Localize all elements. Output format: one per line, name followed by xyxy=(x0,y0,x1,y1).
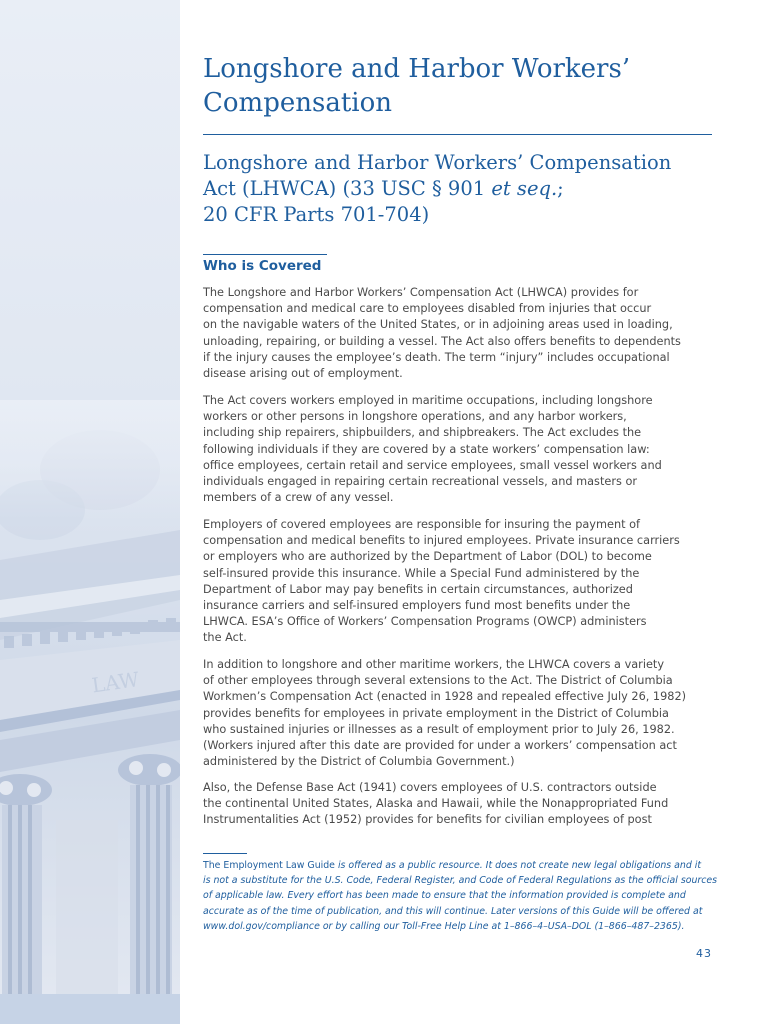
text-line: workers or other persons in longshore operations, and any harbor workers, xyxy=(203,410,627,424)
paragraph-exclusions xyxy=(203,393,713,506)
section-divider xyxy=(203,254,327,255)
act-subtitle xyxy=(203,150,718,228)
text-line: the continental United States, Alaska and Hawaii, while the Nonappropriated Fund xyxy=(203,797,669,811)
text-line: individuals engaged in repairing certain recreational vessels, and masters or xyxy=(203,475,638,489)
footnote-line: www.dol.gov/compliance or by calling our Toll-Free Help Line at 1–866–4–USA–DOL (1–866–487–2365). xyxy=(203,920,685,932)
subtitle-et-seq: et seq. xyxy=(491,177,558,200)
paragraph-extensions xyxy=(203,657,713,770)
page-title-line: Compensation xyxy=(203,88,392,118)
text-line: LHWCA. ESA’s Office of Workers’ Compensation Programs (OWCP) administers xyxy=(203,615,647,629)
subtitle-line-1: Longshore and Harbor Workers’ Compensation xyxy=(203,151,672,174)
subtitle-line-2-prefix: Act (LHWCA) (33 USC § 901 xyxy=(203,177,492,200)
section-heading: Who is Covered xyxy=(203,258,322,274)
footnote xyxy=(203,858,718,934)
text-line: Also, the Defense Base Act (1941) covers employees of U.S. contractors outside xyxy=(203,781,657,794)
text-line: following individuals if they are covered by a state workers’ compensation law: xyxy=(203,442,650,456)
text-line: if the injury causes the employee’s death. The term “injury” includes occupational xyxy=(203,350,670,364)
courthouse-illustration xyxy=(0,0,180,1024)
paragraph-employers xyxy=(203,517,713,647)
paragraph-defense-base xyxy=(203,780,713,829)
text-line: Instrumentalities Act (1952) provides for benefits for civilian employees of post xyxy=(203,813,652,827)
text-line: administered by the District of Columbia Government.) xyxy=(203,755,515,769)
text-line: Employers of covered employees are responsible for insuring the payment of xyxy=(203,518,641,531)
page-title-line: Longshore and Harbor Workers’ xyxy=(203,54,631,84)
footnote-line: of applicable law. Every effort has been made to ensure that the information provided is complete and xyxy=(203,890,686,902)
text-line: Workmen’s Compensation Act (enacted in 1928 and repealed effective July 26, 1982) xyxy=(203,690,687,704)
text-line: disease arising out of employment. xyxy=(203,367,403,381)
text-line: self-insured provide this insurance. While a Special Fund administered by the xyxy=(203,566,640,580)
page-title xyxy=(203,52,713,120)
footnote-line: is not a substitute for the U.S. Code, Federal Register, and Code of Federal Regulations as the official sources xyxy=(203,875,718,887)
page-number: 43 xyxy=(696,947,712,960)
text-line: unloading, repairing, or building a vessel. The Act also offers benefits to dependents xyxy=(203,334,681,348)
text-line: (Workers injured after this date are provided for under a workers’ compensation act xyxy=(203,739,677,753)
text-line: who sustained injuries or illnesses as a result of employment prior to July 26, 1982. xyxy=(203,722,675,736)
guide-title: The Employment Law Guide xyxy=(203,860,335,871)
footnote-text: is offered as a public resource. It does not create new legal obligations and it xyxy=(334,860,702,871)
text-line: including ship repairers, shipbuilders, and shipbreakers. The Act excludes the xyxy=(203,426,642,440)
subtitle-line-2-suffix: ; xyxy=(557,177,564,200)
sidebar-footer-band xyxy=(0,994,180,1024)
title-divider xyxy=(203,134,712,135)
subtitle-line-3: 20 CFR Parts 701-704) xyxy=(203,203,430,226)
text-line: or employers who are authorized by the Department of Labor (DOL) to become xyxy=(203,550,652,564)
text-line: on the navigable waters of the United States, or in adjoining areas used in loading, xyxy=(203,318,673,332)
paragraph-coverage xyxy=(203,285,713,382)
text-line: The Longshore and Harbor Workers’ Compensation Act (LHWCA) provides for xyxy=(203,286,639,299)
text-line: provides benefits for employees in private employment in the District of Columbia xyxy=(203,706,669,720)
text-line: insurance carriers and self-insured employers fund most benefits under the xyxy=(203,599,631,613)
text-line: members of a crew of any vessel. xyxy=(203,491,394,505)
text-line: office employees, certain retail and service employees, small vessel workers and xyxy=(203,458,662,472)
footnote-line xyxy=(203,858,718,873)
text-line: compensation and medical care to employees disabled from injuries that occur xyxy=(203,302,652,316)
footnote-line: accurate as of the time of publication, and this will continue. Later versions of this Guide will be offered at xyxy=(203,905,703,917)
text-line: the Act. xyxy=(203,631,247,645)
sidebar-panel xyxy=(0,0,180,1024)
engraving-text: LAW xyxy=(90,667,141,698)
footnote-divider xyxy=(203,853,247,854)
text-line: In addition to longshore and other maritime workers, the LHWCA covers a variety xyxy=(203,658,665,671)
text-line: Department of Labor may pay benefits in certain circumstances, authorized xyxy=(203,582,633,596)
text-line: compensation and medical benefits to injured employees. Private insurance carriers xyxy=(203,534,680,548)
text-line: The Act covers workers employed in maritime occupations, including longshore xyxy=(203,394,653,407)
text-line: of other employees through several extensions to the Act. The District of Columbia xyxy=(203,674,673,688)
